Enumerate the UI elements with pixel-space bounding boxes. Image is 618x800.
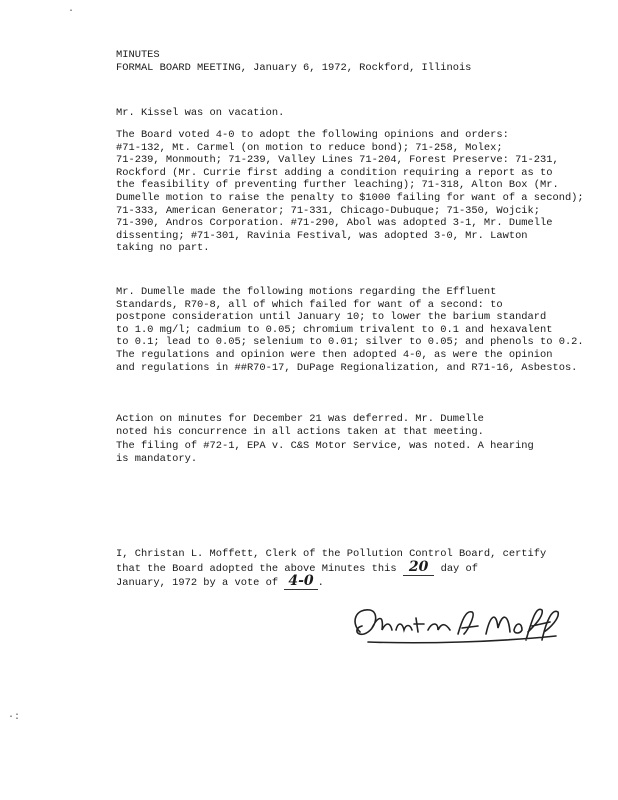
- handwritten-day: 20: [403, 559, 434, 576]
- paragraph-line: Action on minutes for December 21 was deferred. Mr. Dumelle: [116, 413, 484, 425]
- paragraph-line: The filing of #72-1, EPA v. C&S Motor Service, was noted. A hearing: [116, 440, 534, 452]
- paragraph-line: Dumelle motion to raise the penalty to $1000 failing for want of a second);: [116, 191, 584, 204]
- paragraph-line: The Board voted 4-0 to adopt the following opinions and orders:: [116, 129, 509, 141]
- certification-text: January, 1972 by a vote of: [116, 577, 279, 590]
- heading-title: MINUTES: [116, 49, 160, 61]
- scan-mark-left: ·:: [8, 712, 21, 723]
- paragraph-line: #71-132, Mt. Carmel (on motion to reduce bond); 71-258, Molex;: [116, 141, 503, 154]
- paragraph-line: Standards, R70-8, all of which failed for want of a second: to: [116, 298, 503, 311]
- minutes-deferred-paragraph: [116, 413, 556, 438]
- paragraph-line: dissenting; #71-301, Ravinia Festival, was adopted 3-0, Mr. Lawton: [116, 229, 528, 242]
- paragraph-line: Rockford (Mr. Currie first adding a condition requiring a report as to: [116, 166, 553, 179]
- paragraph-line: postpone consideration until January 10; to lower the barium standard: [116, 311, 547, 324]
- certification-block: [116, 548, 556, 590]
- scan-mark-top: ·: [68, 6, 75, 17]
- paragraph-line: Mr. Dumelle made the following motions regarding the Effluent: [116, 286, 497, 298]
- opinions-paragraph: [116, 129, 584, 255]
- paragraph-line: The regulations and opinion were then adopted 4-0, as were the opinion: [116, 348, 553, 361]
- paragraph-line: 71-390, Andros Corporation. #71-290, Abol was adopted 3-1, Mr. Dumelle: [116, 217, 553, 230]
- filing-paragraph: [116, 440, 556, 465]
- paragraph-line: and regulations in ##R70-17, DuPage Regionalization, and R71-16, Asbestos.: [116, 361, 578, 374]
- minutes-heading: [116, 49, 556, 74]
- paragraph-line: is mandatory.: [116, 452, 198, 465]
- paragraph-line: 71-239, Monmouth; 71-239, Valley Lines 71-204, Forest Preserve: 71-231,: [116, 154, 559, 167]
- paragraph-line: taking no part.: [116, 242, 210, 255]
- certification-line: I, Christan L. Moffett, Clerk of the Pollution Control Board, certify: [116, 548, 547, 560]
- paragraph-line: to 1.0 mg/l; cadmium to 0.05; chromium trivalent to 0.1 and hexavalent: [116, 323, 553, 336]
- paragraph-line: the feasibility of preventing further leaching); 71-318, Alton Box (Mr.: [116, 179, 559, 192]
- heading-meeting: FORMAL BOARD MEETING, January 6, 1972, Rockford, Illinois: [116, 61, 472, 74]
- paragraph-line: noted his concurrence in all actions taken at that meeting.: [116, 425, 484, 438]
- effluent-standards-paragraph: [116, 286, 584, 374]
- certification-line: [116, 575, 556, 590]
- certification-line: [116, 558, 556, 576]
- paragraph-line: 71-333, American Generator; 71-331, Chicago-Dubuque; 71-350, Wojcik;: [116, 204, 541, 217]
- clerk-signature: [346, 600, 566, 648]
- paragraph-line: to 0.1; lead to 0.05; selenium to 0.01; silver to 0.05; and phenols to 0.2.: [116, 336, 584, 349]
- handwritten-vote: 4-0: [284, 573, 317, 590]
- certification-text: day of: [440, 562, 478, 575]
- vacation-note: [116, 107, 556, 120]
- certification-text: that the Board adopted the above Minutes this: [116, 562, 397, 575]
- vacation-text: Mr. Kissel was on vacation.: [116, 107, 285, 119]
- certification-text: .: [317, 577, 324, 590]
